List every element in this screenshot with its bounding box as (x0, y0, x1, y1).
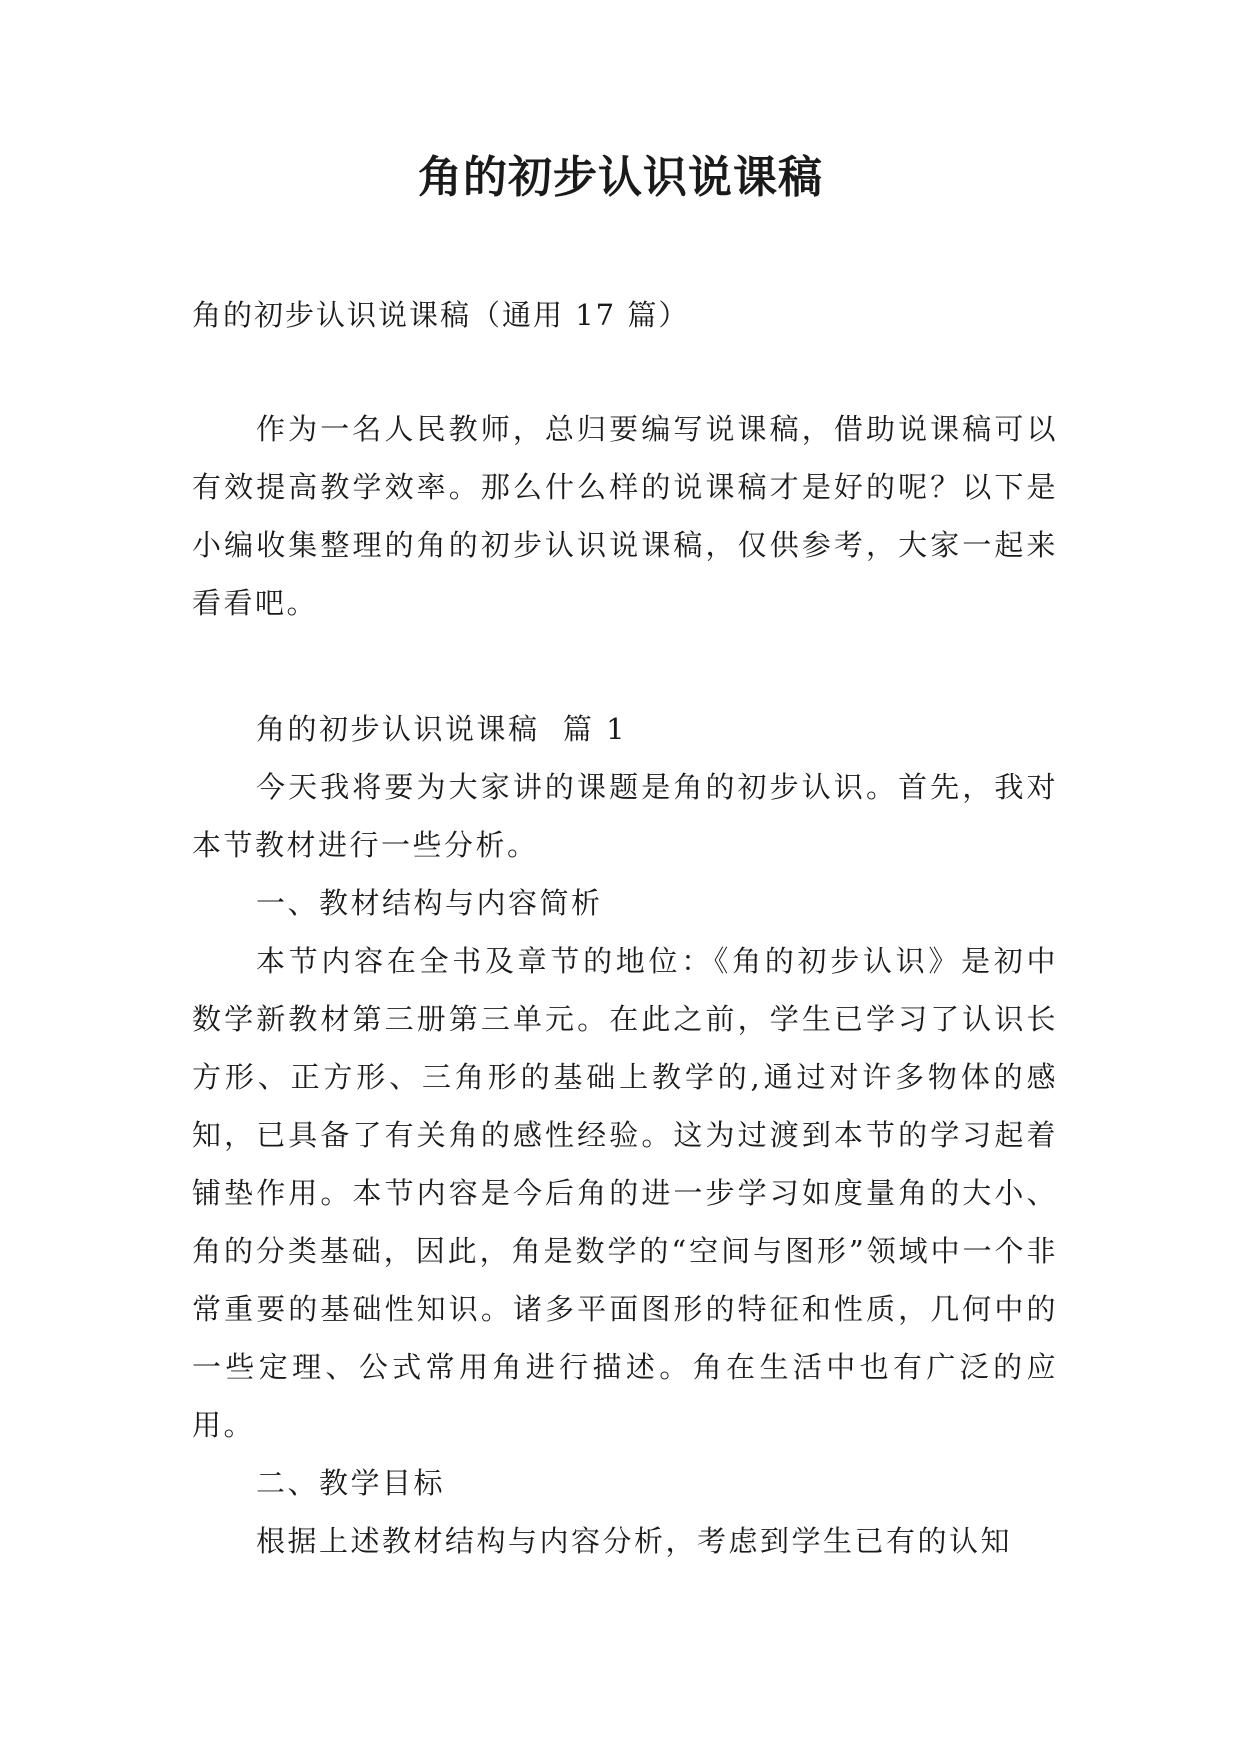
document-title: 角的初步认识说课稿 (418, 152, 823, 203)
body-paragraph: 今天我将要为大家讲的课题是角的初步认识。首先，我对本节教材进行一些分析。 (192, 770, 1058, 862)
subheading-goals: 二、教学目标 (256, 1466, 446, 1500)
body-paragraph: 本节内容在全书及章节的地位：《角的初步认识》是初中数学新教材第三册第三单元。在此之前，学生已学习了认识长方形、正方形、三角形的基础上教学的,通过对许多物体的感知，已具备了有关角的感性经验。这为过渡到本节的学习起着铺垫作用。本节内容是今后角的进一步学习如度量角的大小、角的分类基础，因此，角是数学的“空间与图形”领域中一个非常重要的基础性知识。诸多平面图形的特征和性质，几何中的一些定理、公式常用角进行描述。角在生活中也有广泛的应用。 (192, 944, 1058, 1442)
intro-paragraph: 作为一名人民教师，总归要编写说课稿，借助说课稿可以有效提高教学效率。那么什么样的说课稿才是好的呢？以下是小编收集整理的角的初步认识说课稿，仅供参考，大家一起来看看吧。 (192, 412, 1058, 620)
section-heading: 角的初步认识说课稿 篇 1 (256, 712, 628, 746)
section-body (192, 700, 1058, 1570)
document-subtitle: 角的初步认识说课稿（通用 17 篇） (192, 298, 690, 332)
body-paragraph: 根据上述教材结构与内容分析，考虑到学生已有的认知 (256, 1524, 1013, 1558)
subheading-materials: 一、教材结构与内容简析 (256, 886, 603, 920)
